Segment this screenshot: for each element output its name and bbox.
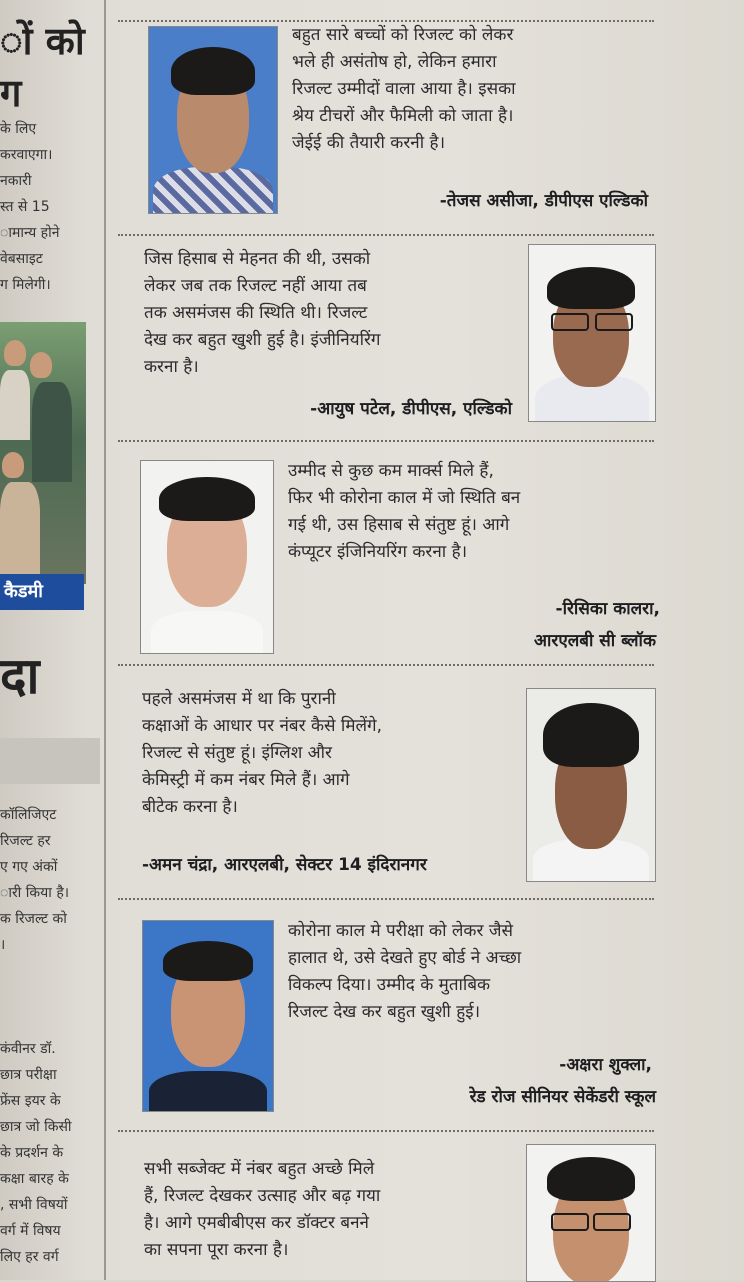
student-name-2: -आयुष पटेल, डीपीएस, एल्डिको: [310, 399, 512, 419]
left-headline-mid: दा: [0, 647, 40, 705]
left-badge: कैडमी: [0, 574, 84, 610]
quote-text-3: उम्मीद से कुछ कम मार्क्स मिले हैं, फिर भी कोरोना काल में जो स्थिति बन गई थी, उस हिसाब से संतुष्ट हूं। आगे कंप्यूटर इंजिनियरिंग करना है।: [288, 461, 521, 562]
separator: [118, 664, 654, 666]
student-photo-1: [148, 26, 278, 214]
student-name-1: -तेजस असीजा, डीपीएस एल्डिको: [439, 191, 648, 211]
left-headline-top2: ग: [0, 71, 22, 115]
student-photo-5: [142, 920, 274, 1112]
student-photo-6: [526, 1144, 656, 1282]
student-photo-4: [526, 688, 656, 882]
student-photo-3: [140, 460, 274, 654]
group-photo: [0, 322, 86, 584]
quote-text-6: सभी सब्जेक्ट में नंबर बहुत अच्छे मिले हैं, रिजल्ट देखकर उत्साह और बढ़ गया है। आगे एमबीबीएस कर डॉक्टर बनने का सपना पूरा करना है।: [144, 1159, 381, 1260]
column-rule: [104, 0, 106, 1280]
student-photo-2: [528, 244, 656, 422]
separator: [118, 234, 654, 236]
left-headline-top: ों को: [0, 19, 85, 63]
quote-text-1: बहुत सारे बच्चों को रिजल्ट को लेकर भले ही असंतोष हो, लेकिन हमारा रिजल्ट उम्मीदों वाला आया है। इसका श्रेय टीचरों और फैमिली को जाता है। जेईई की तैयारी करनी है।: [292, 25, 516, 153]
left-text-c: कंवीनर डॉ. छात्र परीक्षा फ्रेंस इयर के छात्र जो किसी के प्रदर्शन के कक्षा बारह के , सभी विषयों वर्ग में विषय लिए हर वर्ग: [0, 1041, 72, 1265]
student-name-3: -रिसिका कालरा,: [555, 599, 660, 619]
separator: [118, 898, 654, 900]
quote-text-5: कोरोना काल मे परीक्षा को लेकर जैसे हालात थे, उसे देखते हुए बोर्ड ने अच्छा विकल्प दिया। उम्मीद के मुताबिक रिजल्ट देख कर बहुत खुशी हुई।: [288, 921, 522, 1022]
quote-text-4: पहले असमंजस में था कि पुरानी कक्षाओं के आधार पर नंबर कैसे मिलेंगे, रिजल्ट से संतुष्ट हूं। इंग्लिश और केमिस्ट्री में कम नंबर मिले हैं। आगे बीटेक करना है।: [142, 689, 383, 817]
left-gray-band: [0, 738, 100, 784]
student-school-3: आरएलबी सी ब्लॉक: [534, 631, 656, 651]
separator: [118, 440, 654, 442]
left-column: [0, 0, 100, 1280]
left-text-b: कॉलिजिएट रिजल्ट हर ए गए अंकों ारी किया है। क रिजल्ट को ।: [0, 807, 70, 953]
student-name-5: -अक्षरा शुक्ला,: [559, 1055, 652, 1075]
left-text-a: के लिए करवाएगा। नकारी स्त से 15 ामान्य होने वेबसाइट ग मिलेगी।: [0, 121, 60, 293]
student-name-4: -अमन चंद्रा, आरएलबी, सेक्टर 14 इंदिरानगर: [142, 855, 427, 875]
student-school-5: रेड रोज सीनियर सेकेंडरी स्कूल: [469, 1087, 656, 1107]
separator: [118, 1130, 654, 1132]
quote-text-2: जिस हिसाब से मेहनत की थी, उसको लेकर जब तक रिजल्ट नहीं आया तब तक असमंजस की स्थिति थी। रिजल्ट देख कर बहुत खुशी हुई है। इंजीनियरिंग करना है।: [144, 249, 381, 377]
